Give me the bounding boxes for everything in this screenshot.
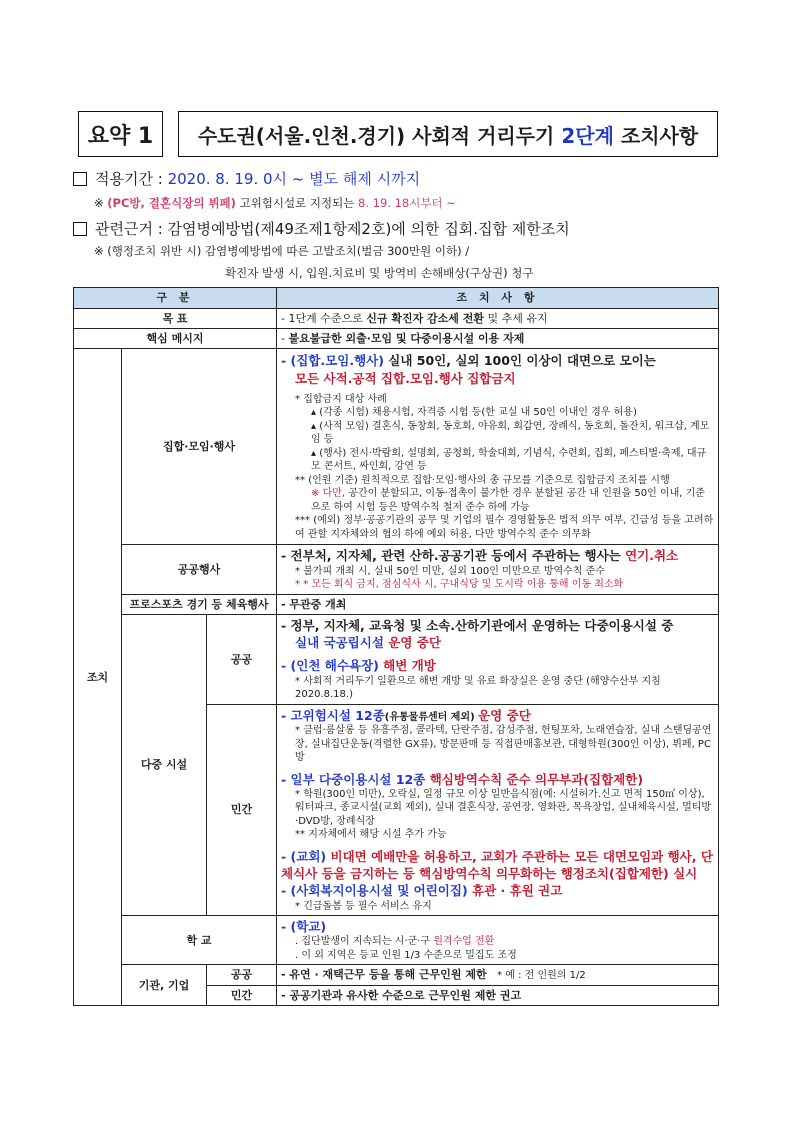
gathering-content: - (집합.모임.행사) 실내 50인, 실외 100인 이상이 대면으로 모이는 모든 사적.공적 집합.모임.행사 집합금지 * 집합금지 대상 사례 ▴ (각종 시험) 채용시험, 자격증 시험 등(한 교실 내 50인 이내인 경우 허용) ▴ (사적 모임) 결혼식, 동창회, 동호회, 야유회, 회갑연, 장례식, 동호회, 돌잔치, 워크샵, 계모임 등 ▴ (행사) 전시·박람회, 설명회, 공청회, 학술대회, 기념식, 수련회, 집회, 페스티벌·축제, 대규모 콘서트, 싸인회, 강연 등 ** (인원 기준) 원칙적으로 집합·모임·행사의 총 규모를 기준으로 집합금지 조치를 시행 ※ 다만, 공간이 분할되고, 이동·접촉이 불가한 경우 분할된 공간 내 인원을 50인 이내, 기준으로 하여 시험 등은 방역수칙 철저 준수 하에 가능 *** (예외) 정부·공공기관의 공무 및 기업의 필수 경영활동은 법적 의무 여부, 긴급성 등을 고려하여 관할 지자체와의 협의 하에 예외 허용, 다만 방역수칙 준수 의무화	[277, 349, 719, 545]
sports-label: 프로스포츠 경기 등 체육행사	[122, 594, 277, 614]
facility-public-content: - 정부, 지자체, 교육청 및 소속.산하기관에서 운영하는 다중이용시설 중 실내 국공립시설 운영 중단 - (인천 해수욕장) 해변 개방 * 사회적 거리두기 일환으로 해변 개방 및 유료 화장실은 운영 중단 (해양수산부 지침 2020.8.18.)	[277, 614, 719, 704]
goal-text: - 1단계 수준으로 신규 확진자 감소세 전환 및 추세 유지	[277, 309, 719, 329]
period-line: 적용기간 : 2020. 8. 19. 0시 ~ 별도 해제 시까지	[73, 168, 420, 189]
school-content: - (학교) . 집단발생이 지속되는 시·군·구 원격수업 전환 . 이 외 지역은 등교 인원 1/3 수준으로 밀집도 조정	[277, 916, 719, 965]
table-row-message	[74, 329, 719, 349]
summary-label: 요약 1	[78, 111, 163, 157]
legal-note-2: 확진자 발생 시, 입원.치료비 및 방역비 손해배상(구상권) 청구	[225, 266, 534, 280]
legal-note-1: ※ (행정조치 위반 시) 감염병예방법에 따른 고발조치(벌금 300만원 이하) /	[94, 244, 470, 258]
gathering-label: 집합·모임·행사	[122, 349, 277, 545]
facilities-label: 다중 시설	[122, 614, 207, 915]
table-row-org-public	[74, 965, 719, 986]
measures-label: 조치	[74, 349, 122, 1006]
page-title: 수도권(서울.인천.경기) 사회적 거리두기 2단계 조치사항	[178, 111, 718, 157]
school-label: 학 교	[122, 916, 277, 965]
legal-line: 관련근거 : 감염병예방법(제49조제1항제2호)에 의한 집회.집합 제한조치	[73, 218, 570, 239]
facility-public-label: 공공	[207, 614, 277, 704]
checkbox-square-icon	[73, 222, 87, 236]
public-event-content: - 전부처, 지자체, 관련 산하.공공기관 등에서 주관하는 행사는 연기.취소 * 불가피 개최 시, 실내 50인 미만, 실외 100인 미만으로 방역수칙 준수 * * 모든 회식 금지, 점심식사 시, 구내식당 및 도시락 이용 통해 이동 최소화	[277, 545, 719, 594]
table-row-goal	[74, 309, 719, 329]
sports-text: - 무관중 개최	[277, 594, 719, 614]
table-row-gathering	[74, 349, 719, 545]
table-row-public-event	[74, 545, 719, 594]
org-public-content: - 유연 · 재택근무 등을 통해 근무인원 제한 * 예 : 전 인원의 1/2	[277, 965, 719, 986]
message-label: 핵심 메시지	[74, 329, 277, 349]
facility-private-label: 민간	[207, 704, 277, 916]
measures-table	[73, 287, 719, 1006]
checkbox-square-icon	[73, 172, 87, 186]
header-measures: 조 치 사 항	[277, 288, 719, 309]
period-note: ※ (PC방, 결혼식장의 뷔페) 고위험시설로 지정되는 8. 19. 18시부터 ~	[94, 196, 456, 210]
org-public-label: 공공	[207, 965, 277, 986]
message-text: - 불요불급한 외출·모임 및 다중이용시설 이용 자제	[277, 329, 719, 349]
org-private-content: - 공공기관과 유사한 수준으로 근무인원 제한 권고	[277, 985, 719, 1005]
goal-label: 목 표	[74, 309, 277, 329]
table-row-facility-public	[74, 614, 719, 704]
header-category: 구 분	[74, 288, 277, 309]
table-row-sports	[74, 594, 719, 614]
table-row-school	[74, 916, 719, 965]
org-private-label: 민간	[207, 985, 277, 1005]
facility-private-content: - 고위험시설 12종(유통물류센터 제외) 운영 중단 * 클럽·룸살롱 등 유흥주점, 콜라텍, 단란주점, 감성주점, 헌팅포차, 노래연습장, 실내 스탠딩공연장, 실내집단운동(격렬한 GX류), 방문판매 등 직접판매홍보관, 대형학원(300인 이상), 뷔페, PC방 - 일부 다중이용시설 12종 핵심방역수칙 준수 의무부과(집합제한) * 학원(300인 미만), 오락실, 일정 규모 이상 일반음식점(예: 시설허가.신고 면적 150㎡ 이상), 워터파크, 종교시설(교회 제외), 실내 결혼식장, 공연장, 영화관, 목욕장업, 실내체육시설, 멀티방·DVD방, 장례식장 ** 지자체에서 해당 시설 추가 가능 - (교회) 비대면 예배만을 허용하고, 교회가 주관하는 모든 대면모임과 행사, 단체식사 등을 금지하는 등 핵심방역수칙 의무화하는 행정조치(집합제한) 실시 - (사회복지이용시설 및 어린이집) 휴관 · 휴원 권고 * 긴급돌봄 등 필수 서비스 유지	[277, 704, 719, 916]
public-event-label: 공공행사	[122, 545, 277, 594]
org-label: 기관, 기업	[122, 965, 207, 1006]
table-header-row	[74, 288, 719, 309]
